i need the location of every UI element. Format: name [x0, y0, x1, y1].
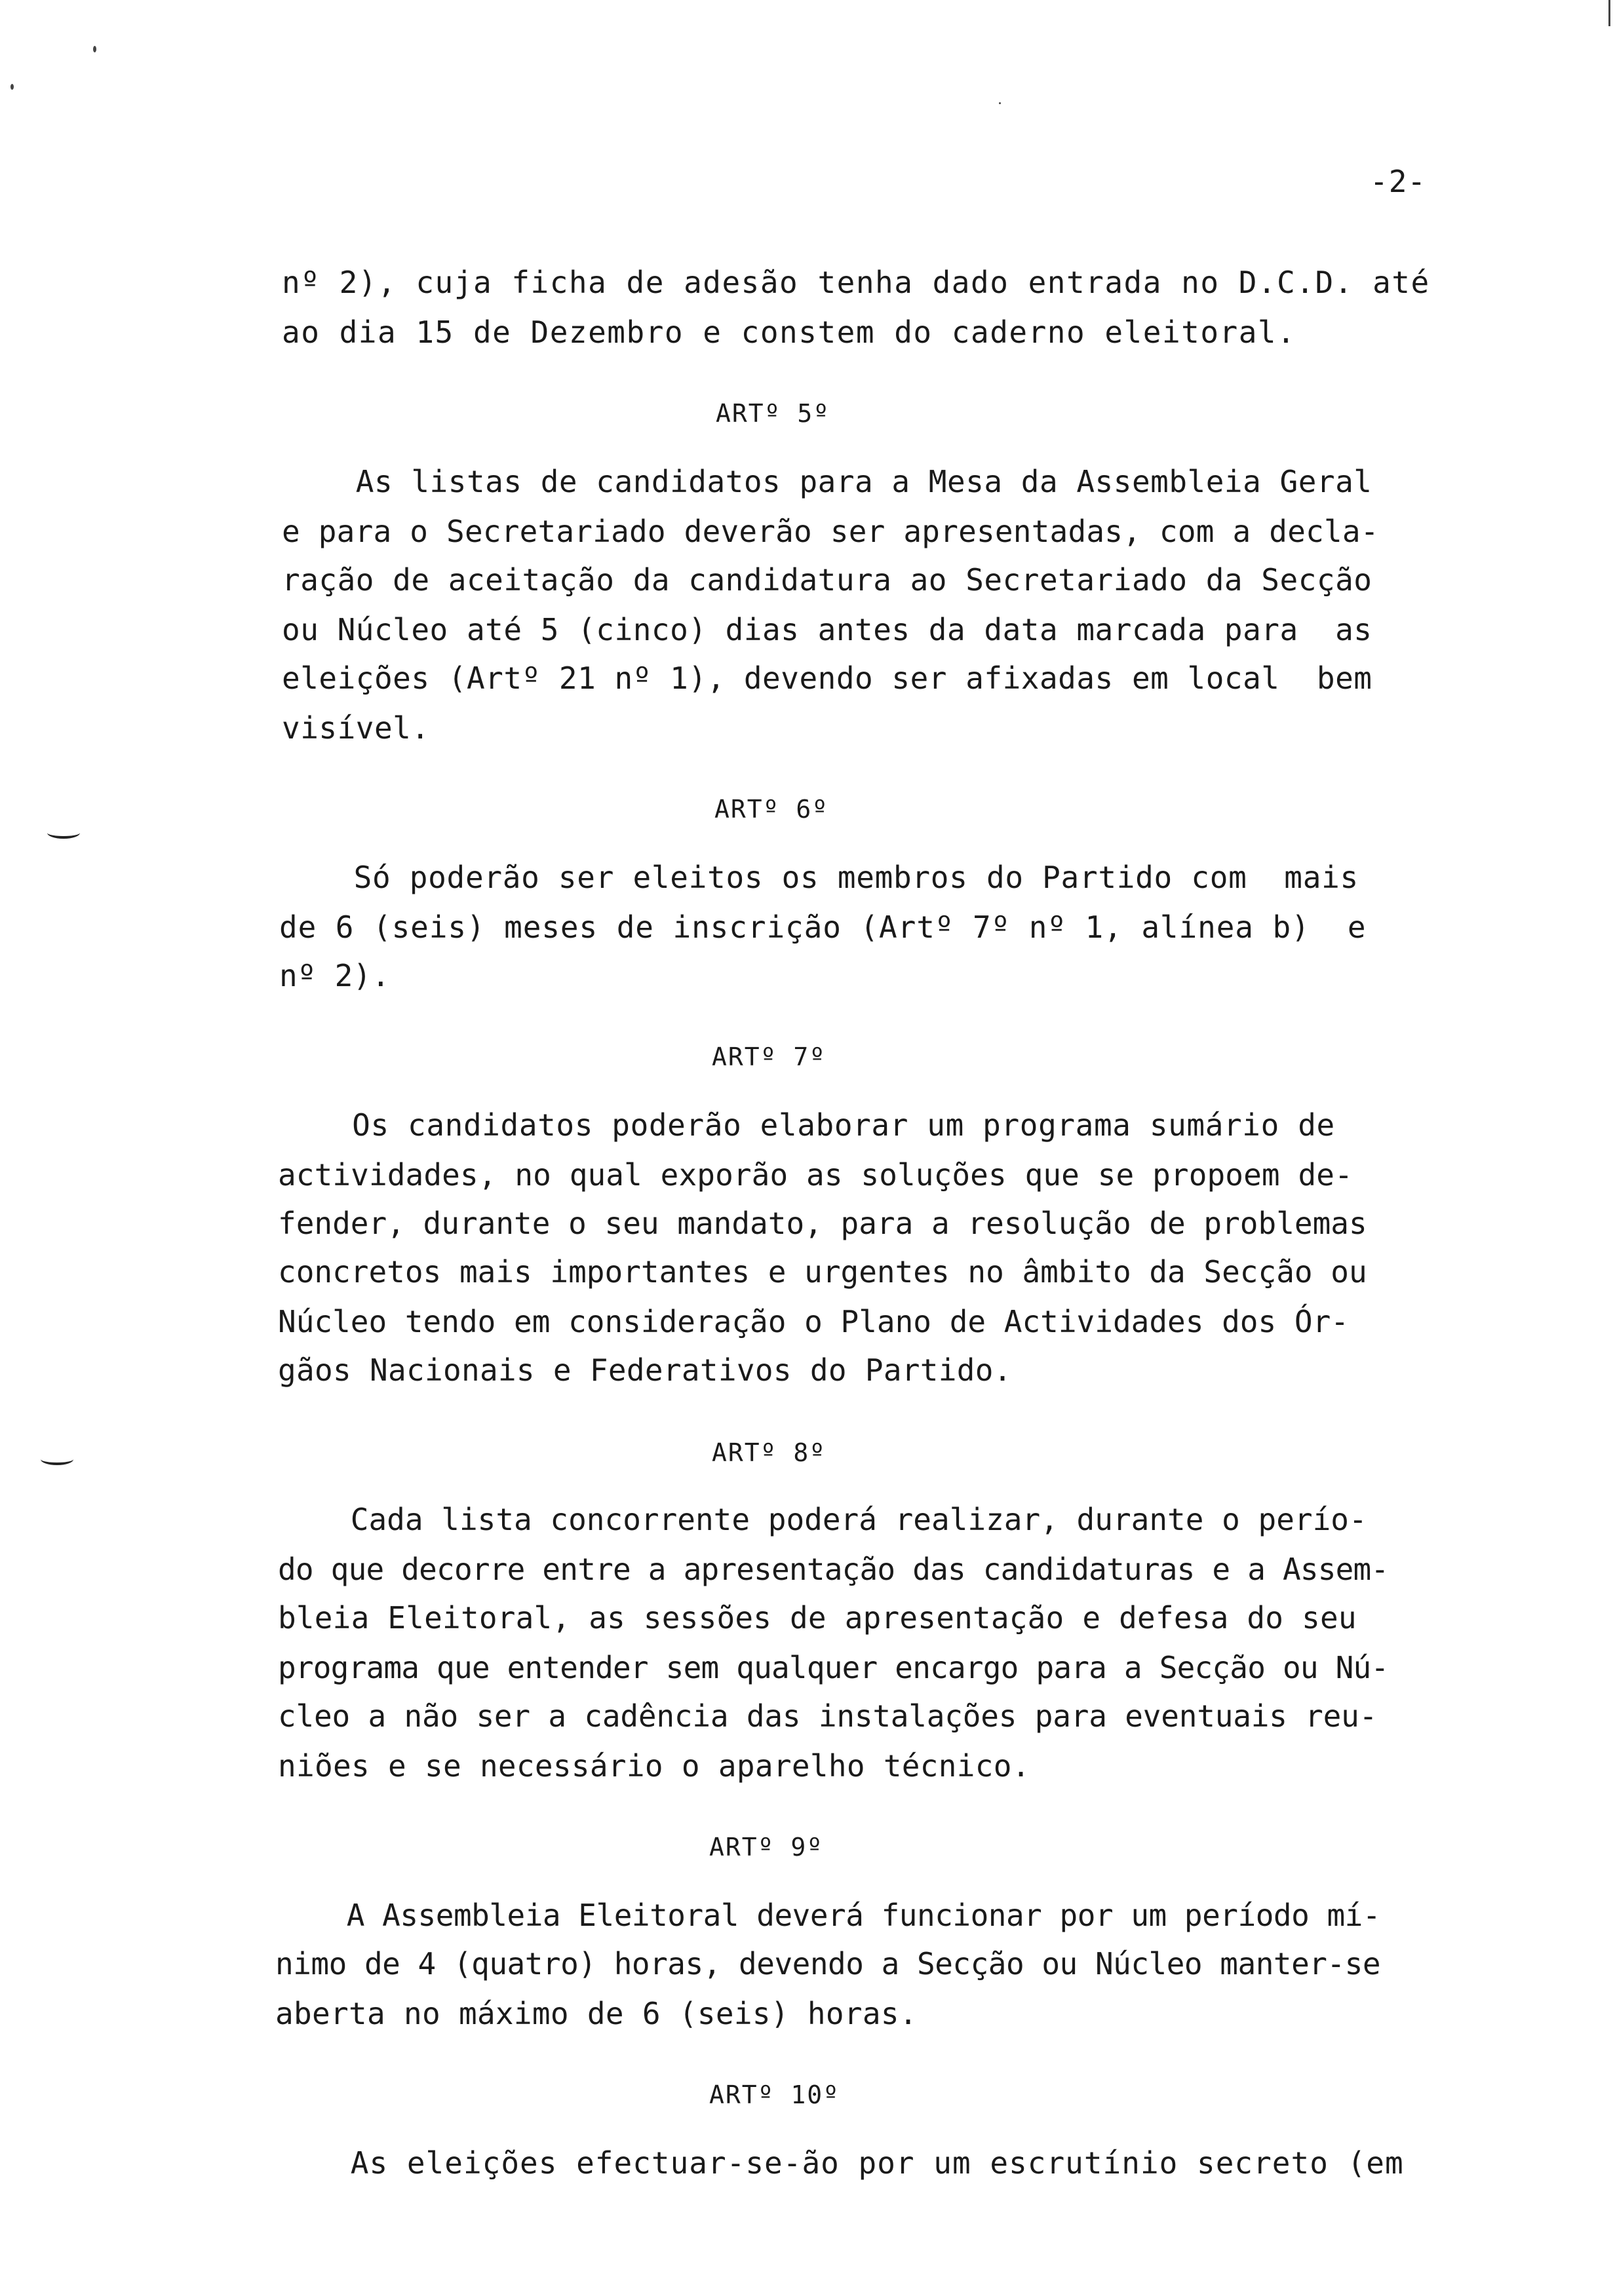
article-line: nº 2). [279, 958, 391, 993]
article-line: Núcleo tendo em consideração o Plano de Actividades dos Ór- [278, 1304, 1349, 1339]
article-line: de 6 (seis) meses de inscrição (Artº 7º nº 1, alínea b) e [279, 909, 1367, 945]
intro-line: nº 2), cuja ficha de adesão tenha dado entrada no D.C.D. até [282, 265, 1430, 300]
article-line: do que decorre entre a apresentação das candidaturas e a Assem- [278, 1552, 1389, 1587]
article-line: bleia Eleitoral, as sessões de apresentação e defesa do seu [278, 1600, 1357, 1636]
article-line: actividades, no qual exporão as soluções que se propoem de- [278, 1157, 1353, 1193]
article-line: ou Núcleo até 5 (cinco) dias antes da data marcada para as [282, 612, 1372, 647]
scan-speck [10, 84, 14, 90]
article-heading: ARTº 10º [709, 2080, 840, 2109]
article-line: aberta no máximo de 6 (seis) horas. [275, 1996, 918, 2031]
article-line: visível. [282, 710, 430, 746]
article-heading: ARTº 9º [709, 1833, 824, 1862]
intro-line: ao dia 15 de Dezembro e constem do caderno eleitoral. [282, 315, 1296, 350]
page-number: -2- [1370, 164, 1427, 199]
scan-speck [999, 102, 1001, 104]
article-line: nimo de 4 (quatro) horas, devendo a Secção ou Núcleo manter-se [275, 1946, 1381, 1981]
article-line: cleo a não ser a cadência das instalações para eventuais reu- [278, 1698, 1378, 1734]
article-line: gãos Nacionais e Federativos do Partido. [278, 1352, 1012, 1388]
article-line: e para o Secretariado deverão ser apresentadas, com a decla- [282, 514, 1379, 549]
scan-speck [93, 46, 96, 52]
article-heading: ARTº 7º [712, 1043, 827, 1071]
article-heading: ARTº 6º [714, 795, 829, 824]
article-line: fender, durante o seu mandato, para a resolução de problemas [278, 1206, 1367, 1241]
article-line: As listas de candidatos para a Mesa da Assembleia Geral [282, 464, 1372, 499]
article-line: As eleições efectuar-se-ão por um escrutínio secreto (em [275, 2145, 1404, 2181]
article-line: A Assembleia Eleitoral deverá funcionar por um período mí- [275, 1898, 1381, 1933]
article-line: Os candidatos poderão elaborar um programa sumário de [278, 1107, 1335, 1143]
punch-hole-mark [41, 1453, 73, 1465]
article-heading: ARTº 5º [716, 399, 830, 428]
article-heading: ARTº 8º [712, 1438, 827, 1467]
article-line: concretos mais importantes e urgentes no âmbito da Secção ou [278, 1254, 1367, 1290]
article-line: Só poderão ser eleitos os membros do Partido com mais [279, 860, 1359, 895]
article-line: Cada lista concorrente poderá realizar, durante o perío- [278, 1502, 1367, 1537]
article-line: eleições (Artº 21 nº 1), devendo ser afixadas em local bem [282, 660, 1372, 696]
article-line: programa que entender sem qualquer encargo para a Secção ou Nú- [278, 1650, 1389, 1685]
article-line: ração de aceitação da candidatura ao Secretariado da Secção [282, 562, 1372, 598]
scan-speck [1608, 0, 1610, 26]
punch-hole-mark [47, 827, 80, 839]
article-line: niões e se necessário o aparelho técnico. [278, 1748, 1030, 1784]
